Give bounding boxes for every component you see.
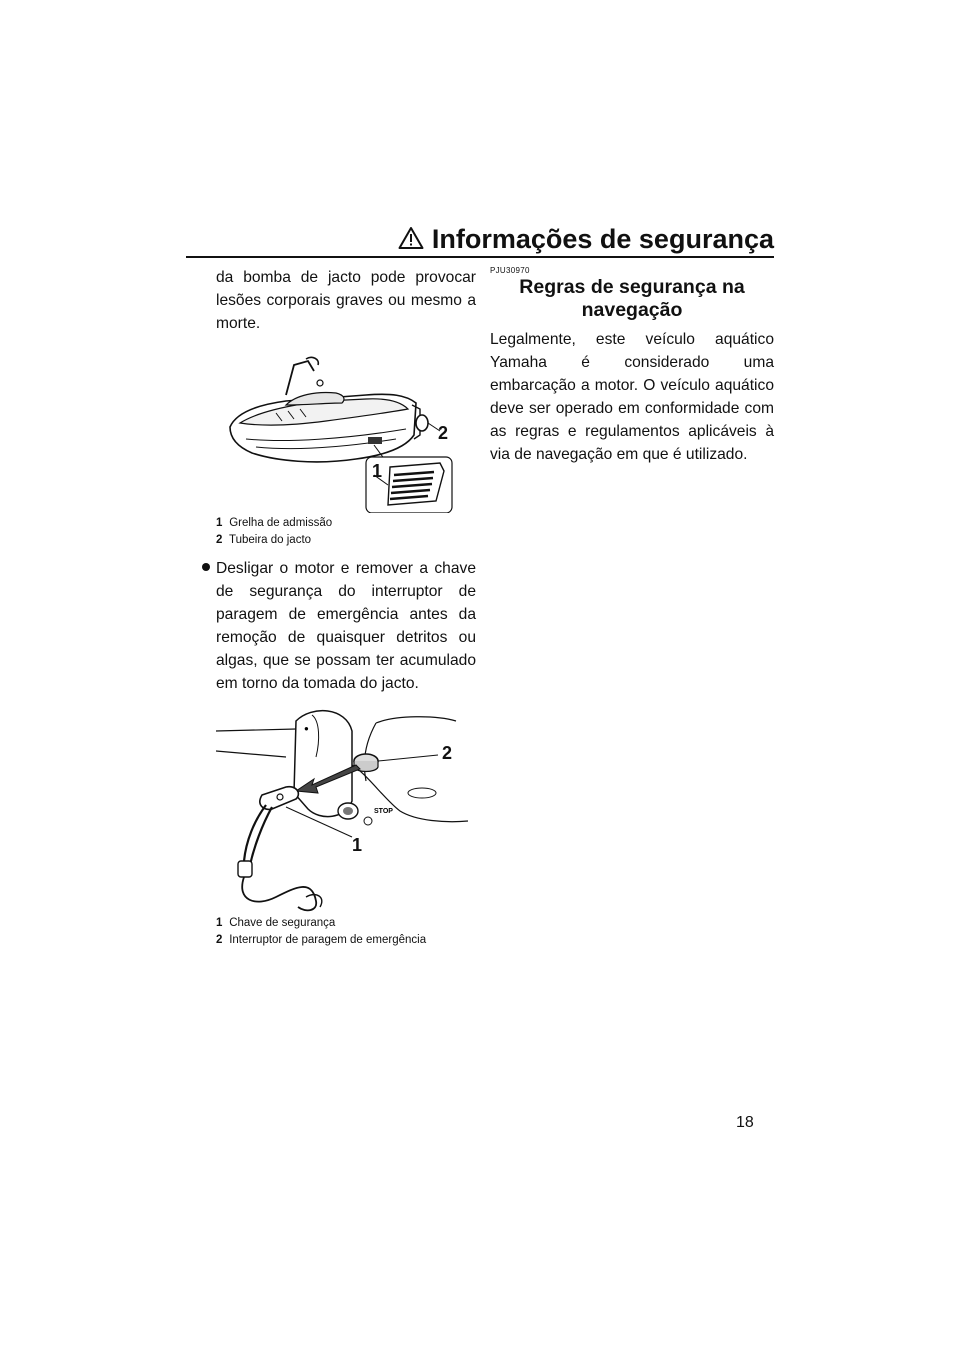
- safety-key-illustration: [216, 701, 476, 913]
- section-code: PJU30970: [490, 266, 530, 275]
- figure-safety-key: [216, 701, 476, 913]
- section-title-line1: Regras de segurança na: [519, 276, 745, 298]
- legend-item: 1 Grelha de admissão: [216, 517, 333, 529]
- bullet-icon: [202, 563, 210, 571]
- figure2-callout-1: 1: [352, 835, 363, 855]
- legend-item: 2 Tubeira do jacto: [216, 534, 312, 546]
- page-number: 18: [736, 1114, 754, 1131]
- figure2-legend: [216, 915, 476, 949]
- legend-item: 1 Chave de segurança: [216, 917, 336, 929]
- section-title-line2: navegação: [581, 299, 683, 321]
- bullet-item: [216, 557, 476, 695]
- page-header: [186, 222, 774, 258]
- right-column: [490, 266, 774, 466]
- figure2-callout-2: 2: [442, 743, 453, 763]
- intro-paragraph: da bomba de jacto pode provocar lesões corporais graves ou mesmo a morte.: [216, 269, 476, 332]
- figure1-callout-1: 1: [372, 461, 383, 481]
- page-title: [398, 222, 774, 256]
- section-title: [490, 276, 774, 322]
- stop-label: STOP: [374, 808, 393, 815]
- warning-triangle-icon: [398, 226, 424, 250]
- page-title-text: Informações de segurança: [431, 224, 774, 254]
- bullet-text: Desligar o motor e remover a chave de segurança do interruptor de paragem de emergência antes da remoção de quaisquer detritos ou algas, que se possam ter acumulado em torno da tomada do jacto.: [216, 560, 476, 692]
- svg-text:●: ●: [304, 724, 309, 733]
- left-column: [216, 266, 476, 949]
- jet-ski-illustration: [216, 343, 476, 513]
- figure-jet-ski: [216, 343, 476, 513]
- section-body: Legalmente, este veículo aquático Yamaha é considerado uma embarcação a motor. O veículo aquático deve ser operado em conformidade com as regras e regulamentos aplicáveis à via de navegação em que é utilizado.: [490, 331, 774, 463]
- legend-item: 2 Interruptor de paragem de emergência: [216, 934, 427, 946]
- figure1-callout-2: 2: [438, 423, 449, 443]
- figure1-legend: [216, 515, 476, 549]
